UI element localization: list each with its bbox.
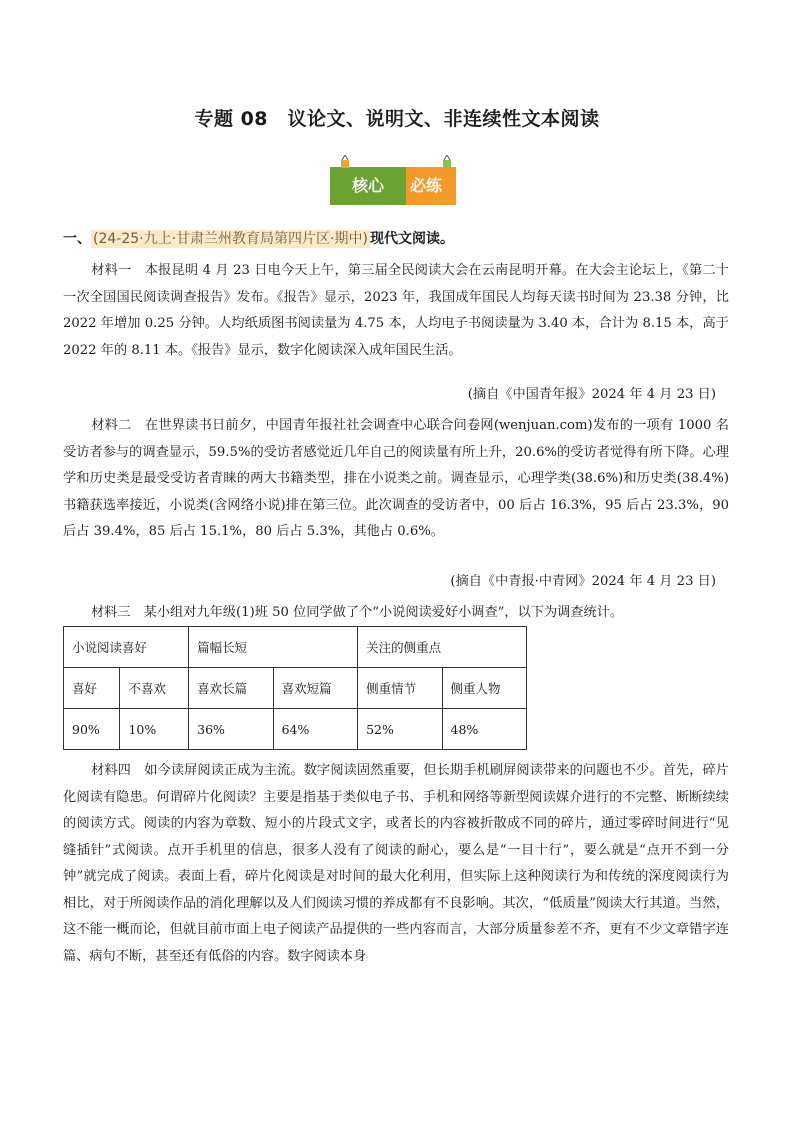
question-instruction: 现代文阅读。 [369, 231, 454, 247]
binder-clip-icon [442, 155, 452, 169]
table-header-cell: 侧重情节 [358, 668, 442, 709]
question-heading [63, 228, 454, 248]
banner-label-practice: 必练 [410, 176, 443, 195]
binder-clip-icon [340, 155, 350, 169]
question-source: (24-25·九上·甘肃兰州教育局第四片区·期中) [93, 231, 368, 247]
table-group-header: 关注的侧重点 [358, 627, 527, 668]
table-header-cell: 喜好 [64, 668, 120, 709]
table-header-cell: 不喜欢 [120, 668, 189, 709]
table-group-header: 小说阅读喜好 [64, 627, 189, 668]
material-3-intro [63, 600, 729, 627]
table-row [64, 709, 527, 750]
table-header-cell: 喜欢长篇 [189, 668, 273, 709]
material-4-text: 材料四 如今读屏阅读正成为主流。数字阅读固然重要，但长期手机刷屏阅读带来的问题也不少。首先，碎片化阅读有隐患。何谓碎片化阅读？主要是指基于类似电子书、手机和网络等新型阅读媒介进行的不完整、断断续续的阅读方式。阅读的内容为章数、短小的片段式文字，或者长的内容被折散成不同的碎片，通过零碎时间进行“见缝插针”式阅读。点开手机里的信息，很多人没有了阅读的耐心，要么是“一目十行”，要么就是“点开不到一分钟”就完成了阅读。表面上看，碎片化阅读是对时间的最大化利用，但实际上这种阅读行为和传统的深度阅读行为相比，对于所阅读作品的消化理解以及人们阅读习惯的养成都有不良影响。其次，“低质量”阅读大行其道。当然，这不能一概而论，但就目前市面上电子阅读产品提供的一些内容而言，大部分质量参差不齐，更有不少文章错字连篇、病句不断，甚至还有低俗的内容。数字阅读本身 [63, 763, 729, 964]
table-cell: 36% [189, 709, 273, 750]
core-practice-banner [330, 163, 456, 205]
table-cell: 10% [120, 709, 189, 750]
survey-table [63, 626, 527, 750]
table-header-cell: 喜欢短篇 [273, 668, 357, 709]
table-cell: 52% [358, 709, 442, 750]
table-row [64, 627, 527, 668]
page-title: 专题 08 议论文、说明文、非连续性文本阅读 [194, 108, 600, 130]
table-header-cell: 侧重人物 [442, 668, 526, 709]
table-cell: 64% [273, 709, 357, 750]
material-2-source: (摘自《中青报·中青网》2024 年 4 月 23 日) [450, 574, 716, 589]
table-cell: 90% [64, 709, 120, 750]
material-1-source: (摘自《中国青年报》2024 年 4 月 23 日) [467, 387, 716, 402]
table-row [64, 668, 527, 709]
table-group-header: 篇幅长短 [189, 627, 358, 668]
banner-label-core: 核心 [352, 176, 385, 195]
material-1-text: 材料一 本报昆明 4 月 23 日电今天上午，第三届全民阅读大会在云南昆明开幕。在大会主论坛上，《第二十一次全国国民阅读调查报告》发布。《报告》显示，2023 年，我国成年国民人均每天读书时间为 23.38 分钟，比 2022 年增加 0.25 分钟。人均纸质图书阅读量为 4.75 本，人均电子书阅读量为 3.40 本，合计为 8.15 本，高于 2022 年的 8.11 本。《报告》显示，数字化阅读深入成年国民生活。 [63, 263, 729, 358]
question-number: 一、 [63, 231, 91, 247]
material-4-paragraph [63, 758, 729, 970]
material-3-text: 材料三 某小组对九年级(1)班 50 位同学做了个“小说阅读爱好小调查”，以下为调查统计。 [91, 605, 624, 620]
table-cell: 48% [442, 709, 526, 750]
material-2-paragraph [63, 413, 729, 546]
material-1-paragraph [63, 258, 729, 364]
material-2-text: 材料二 在世界读书日前夕，中国青年报社社会调查中心联合问卷网(wenjuan.com)发布的一项有 1000 名受访者参与的调查显示，59.5%的受访者感觉近几年自己的阅读量有所上升，20.6%的受访者觉得有所下降。心理学和历史类是最受受访者青睐的两大书籍类型，排在小说类之前。调查显示，心理学类(38.6%)和历史类(38.4%)书籍获选率接近，小说类(含网络小说)排在第三位。此次调查的受访者中，00 后占 16.3%，95 后占 23.3%，90 后占 39.4%，85 后占 15.1%，80 后占 5.3%，其他占 0.6%。 [63, 418, 729, 539]
